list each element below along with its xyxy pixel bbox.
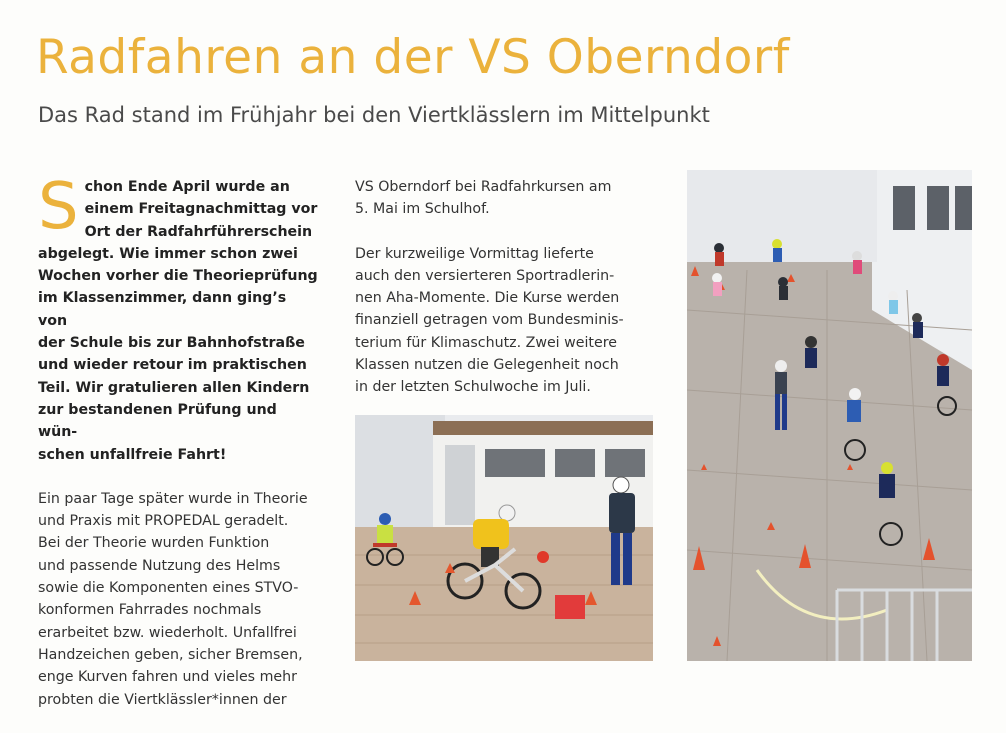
- text-column-middle: [355, 176, 655, 421]
- lead-line: einem Freitagnachmittag vor: [84, 201, 318, 218]
- body-line: auch den versierteren Sportradlerin-: [355, 267, 615, 284]
- lead-line: chon Ende April wurde an: [84, 179, 290, 195]
- article-title: Radfahren an der VS Oberndorf: [36, 30, 790, 85]
- body-line: Ein paar Tage später wurde in Theorie: [38, 490, 308, 507]
- body-line: und Praxis mit PROPEDAL geradelt.: [38, 513, 289, 530]
- body-paragraph: [38, 488, 320, 711]
- lead-line: der Schule bis zur Bahnhofstraße: [38, 335, 305, 352]
- lead-line: schen unfallfreie Fahrt!: [38, 446, 227, 463]
- text-column-left: [38, 170, 320, 733]
- body-line: konformen Fahrrades nochmals: [38, 602, 262, 619]
- photo-bike-training-illustration: [355, 415, 653, 661]
- lead-line: Ort der Radfahrführerschein: [84, 223, 313, 240]
- body-paragraph: [355, 176, 655, 221]
- body-line: sowie die Komponenten eines STVO-: [38, 580, 299, 597]
- body-line: Bei der Theorie wurden Funktion: [38, 535, 270, 552]
- lead-line: abgelegt. Wie immer schon zwei: [38, 245, 298, 262]
- body-line: erarbeitet bzw. wiederholt. Unfallfrei: [38, 624, 297, 641]
- body-line: in der letzten Schulwoche im Juli.: [355, 379, 591, 396]
- body-line: 5. Mai im Schulhof.: [355, 201, 490, 218]
- lead-line: zur bestandenen Prüfung und wün-: [38, 401, 277, 441]
- article-subtitle: Das Rad stand im Frühjahr bei den Viertklässlern im Mittelpunkt: [38, 103, 710, 127]
- photo-schoolyard-course-illustration: [687, 170, 972, 661]
- body-line: finanziell getragen vom Bundesminis-: [355, 312, 624, 329]
- body-line: Handzeichen geben, sicher Bremsen,: [38, 646, 303, 663]
- body-line: Klassen nutzen die Gelegenheit noch: [355, 357, 619, 374]
- lead-line: und wieder retour im praktischen: [38, 357, 307, 374]
- lead-line: im Klassenzimmer, dann ging’s von: [38, 290, 287, 329]
- body-line: nen Aha-Momente. Die Kurse werden: [355, 290, 620, 307]
- body-line: probten die Viertklässler*innen der: [38, 691, 287, 708]
- photo-bike-training: [355, 415, 653, 661]
- body-line: terium für Klimaschutz. Zwei weitere: [355, 334, 617, 351]
- body-line: Der kurzweilige Vormittag lieferte: [355, 245, 594, 262]
- photo-schoolyard-course: [687, 170, 972, 661]
- body-line: enge Kurven fahren und vieles mehr: [38, 669, 297, 686]
- drop-cap: S: [38, 170, 79, 244]
- body-line: und passende Nutzung des Helms: [38, 557, 281, 574]
- body-paragraph: [355, 243, 655, 399]
- body-line: VS Oberndorf bei Radfahrkursen am: [355, 179, 612, 195]
- lead-line: Teil. Wir gratulieren allen Kindern: [38, 379, 310, 396]
- lead-paragraph: [38, 170, 320, 466]
- lead-line: Wochen vorher die Theorieprüfung: [38, 268, 318, 285]
